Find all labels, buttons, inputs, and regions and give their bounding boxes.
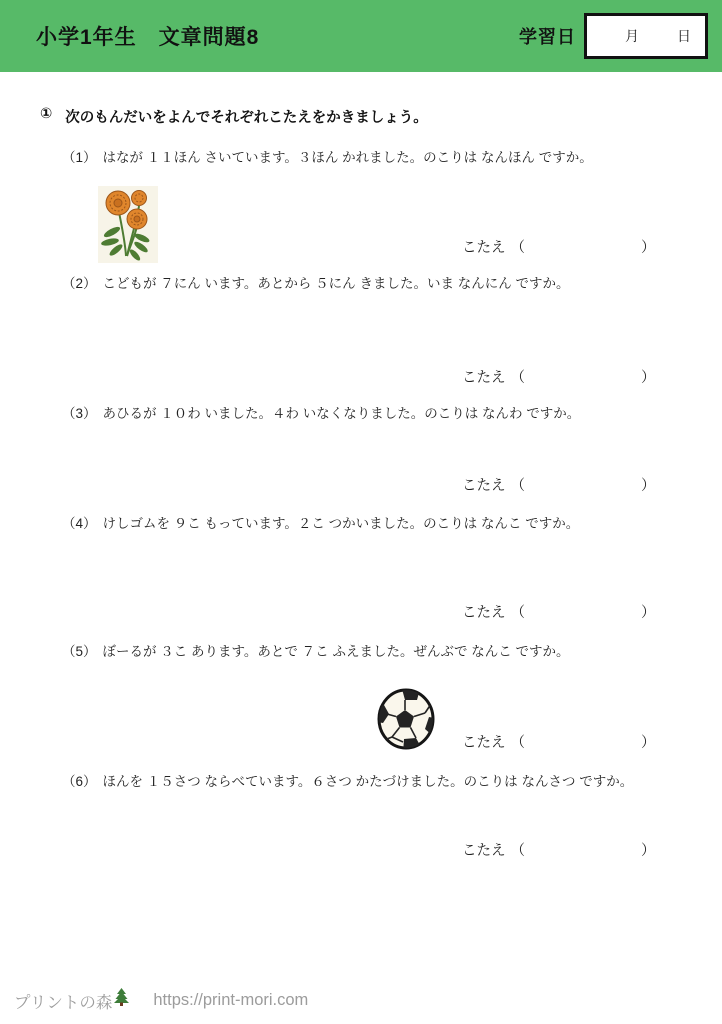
footer (14, 988, 308, 1013)
day-label: 日 (677, 28, 691, 44)
question-number: （4） (62, 516, 97, 531)
month-label: 月 (625, 28, 639, 44)
instruction-line (40, 106, 428, 127)
close-paren: ） (641, 240, 656, 256)
question-number: （1） (62, 150, 97, 165)
open-paren: （ (510, 735, 525, 751)
answer-line-3 (462, 474, 656, 495)
question-number: （6） (62, 774, 97, 789)
answer-label: こたえ (462, 735, 506, 751)
open-paren: （ (510, 240, 525, 256)
question-1 (62, 146, 593, 166)
page-title: 小学1年生 文章問題8 (36, 26, 260, 49)
question-5 (62, 640, 569, 660)
open-paren: （ (510, 605, 525, 621)
question-2 (62, 272, 569, 292)
header (0, 0, 722, 72)
question-3 (62, 402, 580, 422)
answer-label: こたえ (462, 240, 506, 256)
question-6 (62, 770, 633, 790)
study-date-label: 学習日 (519, 27, 576, 47)
instruction-number: ① (40, 106, 53, 122)
footer-url: https://print-mori.com (153, 991, 309, 1009)
answer-line-4 (462, 601, 656, 622)
question-number: （5） (62, 644, 97, 659)
answer-label: こたえ (462, 370, 506, 386)
open-paren: （ (510, 478, 525, 494)
answer-line-1 (462, 236, 656, 257)
soccer-ball-image (376, 687, 436, 757)
study-date-area (519, 13, 708, 59)
question-4 (62, 512, 579, 532)
question-text: ぼーるが ３こ あります。あとで ７こ ふえました。ぜんぶで なんこ ですか。 (102, 644, 570, 659)
question-text: はなが １１ほん さいています。３ほん かれました。のこりは なんほん ですか。 (102, 150, 593, 165)
answer-label: こたえ (462, 478, 506, 494)
answer-line-6 (462, 839, 656, 860)
answer-label: こたえ (462, 605, 506, 621)
close-paren: ） (641, 843, 656, 859)
question-number: （3） (62, 406, 97, 421)
answer-line-5 (462, 731, 656, 752)
close-paren: ） (641, 735, 656, 751)
date-box (584, 13, 708, 59)
marigold-flower-image (98, 186, 158, 268)
close-paren: ） (641, 478, 656, 494)
site-name: プリントの森 (14, 993, 113, 1012)
question-text: ほんを １５さつ ならべています。６さつ かたづけました。のこりは なんさつ ですか。 (102, 774, 634, 789)
question-text: けしゴムを ９こ もっています。２こ つかいました。のこりは なんこ ですか。 (102, 516, 580, 531)
close-paren: ） (641, 370, 656, 386)
open-paren: （ (510, 843, 525, 859)
evergreen-tree-icon (112, 988, 131, 1013)
answer-label: こたえ (462, 843, 506, 859)
close-paren: ） (641, 605, 656, 621)
question-number: （2） (62, 276, 97, 291)
question-text: こどもが ７にん います。あとから ５にん きました。いま なんにん ですか。 (102, 276, 570, 291)
instruction-text: 次のもんだいをよんでそれぞれこたえをかきましょう。 (65, 110, 428, 126)
open-paren: （ (510, 370, 525, 386)
question-text: あひるが １０わ いました。４わ いなくなりました。のこりは なんわ ですか。 (102, 406, 581, 421)
answer-line-2 (462, 366, 656, 387)
